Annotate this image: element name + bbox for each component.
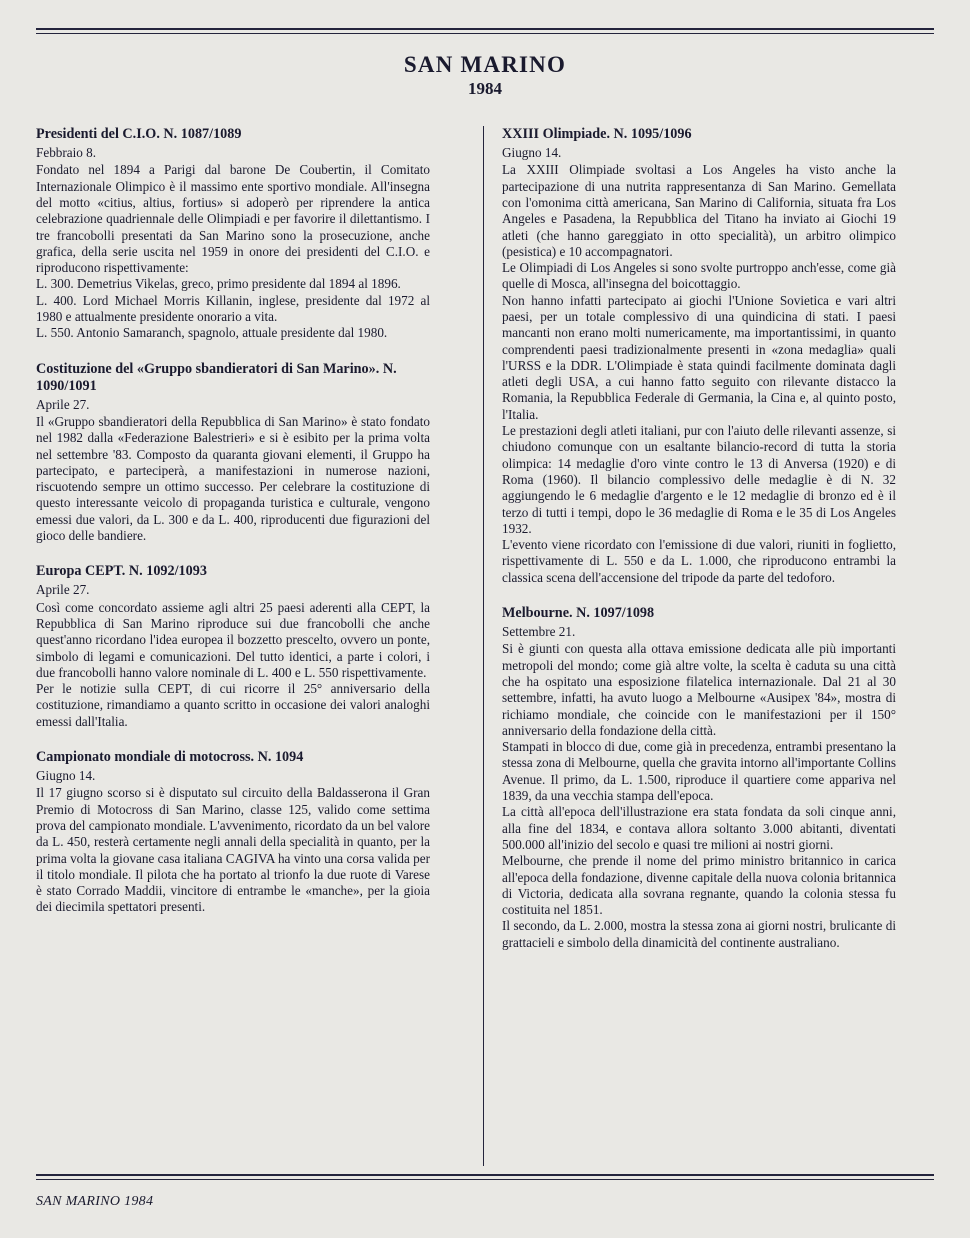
section-date: Aprile 27. xyxy=(36,396,90,412)
section-melbourne xyxy=(502,605,896,951)
section-heading: Melbourne. N. 1097/1098 xyxy=(502,605,655,622)
section-presidenti-cio xyxy=(36,126,430,342)
section-heading: Costituzione del «Gruppo sbandieratori di San Marino». N. 1090/1091 xyxy=(36,360,397,394)
section-heading: Presidenti del C.I.O. N. 1087/1089 xyxy=(36,126,242,142)
section-date: Giugno 14. xyxy=(502,145,562,161)
top-rule xyxy=(36,28,934,34)
section-paragraph: Per le notizie sulla CEPT, di cui ricorre il 25° anniversario della costituzione, rimandiamo a quanto scritto in occasione dei valori analoghi emessi dall'Italia. xyxy=(36,681,430,729)
bottom-rule xyxy=(36,1174,934,1180)
page-footer: SAN MARINO 1984 xyxy=(36,1194,154,1209)
section-date: Aprile 27. xyxy=(36,582,90,598)
right-column xyxy=(483,126,914,1166)
section-date: Settembre 21. xyxy=(502,624,576,640)
title-block xyxy=(0,52,970,101)
section-paragraph: La XXIII Olimpiade svoltasi a Los Angeles ha visto anche la partecipazione di una nutrita rappresentanza di San Marino. Gemellata con l'omonima città americana, San Marino di California, situata fra Los Angeles e Pasadena, la Repubblica del Titano ha inviato ai Giochi 19 atleti (che hanno gareggiato in otto specialità), un arbitro olimpico (pesistica) e 10 accompagnatori. xyxy=(502,162,896,259)
section-paragraph: Il 17 giugno scorso si è disputato sul circuito della Baldasserona il Gran Premio di Motocross di San Marino, classe 125, valido come settima prova del campionato mondiale. L'avvenimento, ricordato da un bel valore da L. 450, resterà certamente negli annali della specialità in quanto, per la prima volta la giovane casa italiana CAGIVA ha vinto una corsa valida per il titolo mondiale. Il pilota che ha portato al trionfo la due ruote di Varese è stato Corrado Maddii, vincitore di entrambe le «manche», per la gioia dei diecimila spettatori presenti. xyxy=(36,785,430,915)
section-paragraph: Melbourne, che prende il nome del primo ministro britannico in carica all'epoca della fondazione, divenne capitale della nuova colonia britannica di Victoria, dedicata alla sovrana regnante, quando la colonia stessa fu costituita nel 1851. xyxy=(502,853,896,918)
section-paragraph: La città all'epoca dell'illustrazione era stata fondata da soli cinque anni, alla fine del 1834, e contava allora soltanto 3.000 abitanti, diventati 500.000 all'inizio del secolo e quasi tre milioni ai nostri giorni. xyxy=(502,804,896,852)
section-paragraph: Fondato nel 1894 a Parigi dal barone De Coubertin, il Comitato Internazionale Olimpico è il massimo ente sportivo mondiale. All'insegna del motto «citius, altius, fortius» si adoperò per riprendere la antica celebrazione quadriennale delle Olimpiadi e per favorire il dilettantismo. I tre francobolli presentati da San Marino sono la prosecuzione, anche grafica, della serie uscita nel 1959 in onore dei presidenti del C.I.O. e riproducono rispettivamente: xyxy=(36,162,430,276)
section-paragraph: Si è giunti con questa alla ottava emissione dedicata alle più importanti metropoli del mondo; come già altre volte, la scelta è caduta su una città che ha ospitato una esposizione filatelica internazionale. Dal 21 al 30 settembre, infatti, ha avuto luogo a Melbourne «Ausipex '84», mostra di richiamo mondiale, che coincide con le manifestazioni per il 150° anniversario della fondazione della città. xyxy=(502,641,896,738)
section-paragraph: L'evento viene ricordato con l'emissione di due valori, riuniti in foglietto, rispettivamente di L. 550 e da L. 1.000, che riproducono entrambi la classica scena dell'accensione del tripode da parte del tedoforo. xyxy=(502,537,896,585)
section-xxiii-olimpiade xyxy=(502,126,896,586)
section-date: Febbraio 8. xyxy=(36,145,97,161)
section-paragraph: Il secondo, da L. 2.000, mostra la stessa zona ai giorni nostri, brulicante di grattacieli e simbolo della dinamicità del continente australiano. xyxy=(502,918,896,950)
section-paragraph: Non hanno infatti partecipato ai giochi l'Unione Sovietica e vari altri paesi, per un totale complessivo di una quindicina di stati. I paesi mancanti non erano molti numericamente, ma importantissimi, in quanto comprendenti paesi tradizionalmente presenti in «zona medaglia» quali l'URSS e la DDR. L'Olimpiade è stata quindi facilmente dominata dagli atleti degli USA, a cui hanno fatto seguito con rilevante distacco la Romania, la Repubblica Federale di Germania, la Cina e, al quinto posto, l'Italia. xyxy=(502,292,896,422)
section-gruppo-sbandieratori xyxy=(36,361,430,545)
section-paragraph: L. 400. Lord Michael Morris Killanin, inglese, presidente dal 1972 al 1980 e attualmente presidente onorario a vita. xyxy=(36,292,430,324)
section-date: Giugno 14. xyxy=(36,768,96,784)
section-paragraph: L. 300. Demetrius Vikelas, greco, primo presidente dal 1894 al 1896. xyxy=(36,276,401,292)
columns-container xyxy=(36,126,934,1166)
section-campionato-motocross xyxy=(36,749,430,916)
left-column xyxy=(36,126,466,1166)
page-title: SAN MARINO xyxy=(403,52,567,77)
section-paragraph: L. 550. Antonio Samaranch, spagnolo, attuale presidente dal 1980. xyxy=(36,325,388,341)
section-heading: XXIII Olimpiade. N. 1095/1096 xyxy=(502,126,692,142)
section-paragraph: Le prestazioni degli atleti italiani, pur con l'aiuto delle rilevanti assenze, si chiudono comunque con un esaltante bilancio-record di tutta la storia olimpica: 14 medaglie d'oro vinte contro le 13 di Anversa (1920) e di Roma (1960). Il bilancio complessivo delle medaglie è di N. 32 aggiungendo le 6 medaglie d'argento e le 12 medaglie di bronzo ed è il terzo di tutti i tempi, dopo le 36 medaglie di Roma e le 35 di Los Angeles 1932. xyxy=(502,423,896,536)
section-paragraph: Stampati in blocco di due, come già in precedenza, entrambi presentano la stessa zona di Melbourne, quella che gravita intorno all'importante Collins Avenue. Il primo, da L. 1.500, riproduce il quartiere come appariva nel 1839, da una vecchia stampa dell'epoca. xyxy=(502,739,896,804)
section-heading: Europa CEPT. N. 1092/1093 xyxy=(36,563,207,580)
section-heading: Campionato mondiale di motocross. N. 1094 xyxy=(36,749,304,766)
section-europa-cept xyxy=(36,563,430,730)
page-year: 1984 xyxy=(468,79,502,99)
section-paragraph: Le Olimpiadi di Los Angeles si sono svolte purtroppo anch'esse, come già quelle di Mosca, all'insegna del boicottaggio. xyxy=(502,260,896,292)
section-paragraph: Così come concordato assieme agli altri 25 paesi aderenti alla CEPT, la Repubblica di San Marino riproduce sui due francobolli che anche quest'anno ricordano l'idea europea il bozzetto prescelto, ovvero un ponte, simbolo di legami e comunicazioni. Del tutto identici, a parte i colori, i due francobolli hanno valore nominale di L. 400 e L. 550 rispettivamente. xyxy=(36,599,430,680)
section-paragraph: Il «Gruppo sbandieratori della Repubblica di San Marino» è stato fondato nel 1982 dalla «Federazione Balestrieri» e si è esibito per la prima volta nel settembre '83. Composto da quaranta giovani elementi, il Gruppo ha partecipato, e parteciperà, a manifestazioni in numerose nazioni, riscuotendo sempre un ottimo successo. Per celebrare la costituzione di questo interessante veicolo di propaganda turistica e culturale, vengono emessi due valori, da L. 300 e da L. 400, riproducenti due figurazioni del gioco delle bandiere. xyxy=(36,413,430,544)
